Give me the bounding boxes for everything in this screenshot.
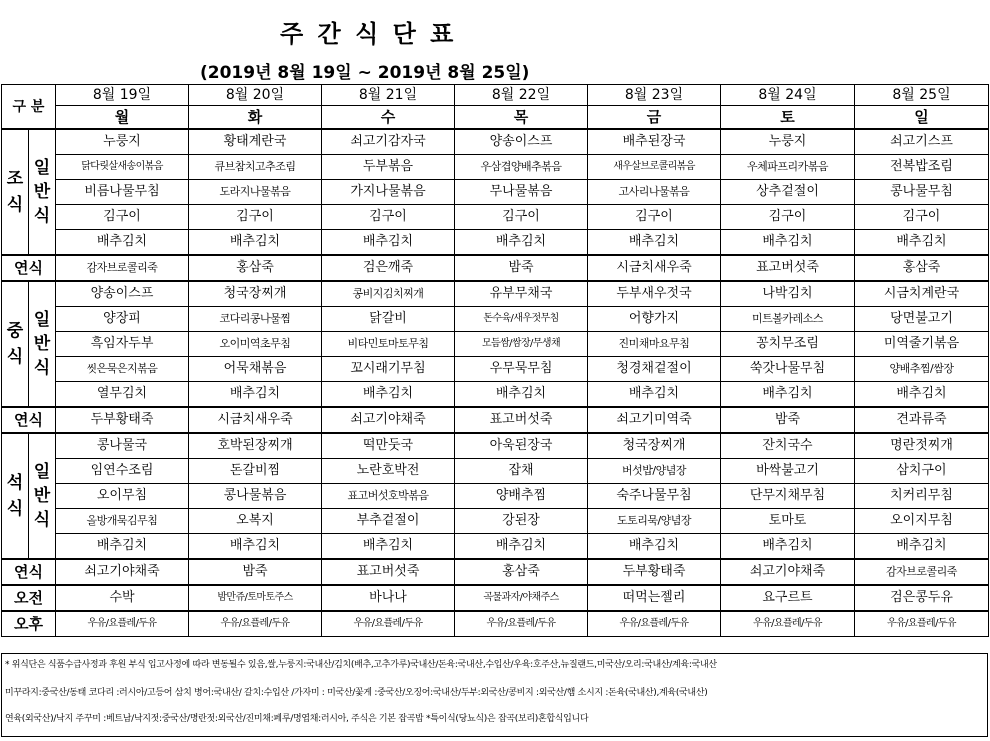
menu-item: 우무묵무침 bbox=[455, 357, 588, 382]
soft-item: 밤죽 bbox=[455, 255, 588, 281]
snack-item: 요구르트 bbox=[721, 585, 855, 611]
menu-item: 두부새우젓국 bbox=[588, 281, 721, 307]
snack-item: 우유/요플레/두유 bbox=[322, 611, 455, 637]
menu-item: 부추겉절이 bbox=[322, 509, 455, 534]
menu-period: (2019년 8월 19일 ~ 2019년 8월 25일) bbox=[200, 63, 530, 83]
menu-item: 배추김치 bbox=[322, 534, 455, 560]
dinner-soft-row bbox=[2, 559, 989, 585]
menu-item: 삼치구이 bbox=[855, 459, 989, 484]
lunch-soft-label: 연식 bbox=[2, 407, 56, 433]
menu-item: 배추김치 bbox=[855, 534, 989, 560]
day-cell: 일 bbox=[855, 106, 989, 130]
menu-item: 김구이 bbox=[855, 205, 989, 230]
snack-item: 우유/요플레/두유 bbox=[855, 611, 989, 637]
breakfast-soft-label: 연식 bbox=[2, 255, 56, 281]
menu-item: 큐브참치고추조림 bbox=[189, 155, 322, 180]
menu-item: 씻은묵은지볶음 bbox=[56, 357, 189, 382]
soft-item: 두부황태죽 bbox=[588, 559, 721, 585]
lunch-soft-row bbox=[2, 407, 989, 433]
menu-item: 무나물볶음 bbox=[455, 180, 588, 205]
menu-item: 쇠고기스프 bbox=[855, 129, 989, 155]
menu-item: 돈수육/새우젓무침 bbox=[455, 307, 588, 332]
date-cell: 8월 22일 bbox=[455, 85, 588, 106]
menu-item: 오이무침 bbox=[56, 484, 189, 509]
snack-item: 우유/요플레/두유 bbox=[588, 611, 721, 637]
menu-item: 닭갈비 bbox=[322, 307, 455, 332]
menu-item: 흑임자두부 bbox=[56, 332, 189, 357]
menu-item: 모듬쌈/쌈장/무생채 bbox=[455, 332, 588, 357]
snack-item: 수박 bbox=[56, 585, 189, 611]
menu-item: 비타민토마토무침 bbox=[322, 332, 455, 357]
breakfast-soft-row bbox=[2, 255, 989, 281]
menu-item: 우삼겹양배추볶음 bbox=[455, 155, 588, 180]
menu-item: 배추김치 bbox=[189, 382, 322, 408]
snack-item: 밤만쥬/토마토주스 bbox=[189, 585, 322, 611]
snack-item: 우유/요플레/두유 bbox=[721, 611, 855, 637]
menu-item: 표고버섯호박볶음 bbox=[322, 484, 455, 509]
breakfast-row bbox=[2, 155, 989, 180]
menu-item: 김구이 bbox=[322, 205, 455, 230]
day-cell: 수 bbox=[322, 106, 455, 130]
menu-item: 우체파프리카볶음 bbox=[721, 155, 855, 180]
menu-item: 배추된장국 bbox=[588, 129, 721, 155]
date-row bbox=[2, 85, 989, 106]
date-cell: 8월 19일 bbox=[56, 85, 189, 106]
menu-item: 양송이스프 bbox=[56, 281, 189, 307]
breakfast-row bbox=[2, 180, 989, 205]
breakfast-row bbox=[2, 205, 989, 230]
snack-item: 검은콩두유 bbox=[855, 585, 989, 611]
snack-item: 우유/요플레/두유 bbox=[56, 611, 189, 637]
soft-item: 감자브로콜리죽 bbox=[56, 255, 189, 281]
afternoon_snack-label: 오후 bbox=[2, 611, 56, 637]
menu-item: 콩나물무침 bbox=[855, 180, 989, 205]
menu-item: 상추겉절이 bbox=[721, 180, 855, 205]
menu-item: 꼬시래기무침 bbox=[322, 357, 455, 382]
menu-item: 단무지채무침 bbox=[721, 484, 855, 509]
dinner-row bbox=[2, 484, 989, 509]
notes-box bbox=[1, 653, 988, 737]
note-line: 미꾸라지:중국산/동태 코다리 :러시아/고등어 삼치 병어:국내산/ 갈치:수입산 /가자미 : 미국산/꽃게 :중국산/오징어:국내산/두부:외국산/콩비지 :외국산/햄 소시지 :돈육(국내산),계육(국내산) bbox=[5, 688, 708, 698]
soft-item: 홍삼죽 bbox=[855, 255, 989, 281]
menu-item: 숙주나물무침 bbox=[588, 484, 721, 509]
menu-item: 비름나물무침 bbox=[56, 180, 189, 205]
snack-item: 우유/요플레/두유 bbox=[189, 611, 322, 637]
menu-item: 양장피 bbox=[56, 307, 189, 332]
soft-item: 표고버섯죽 bbox=[721, 255, 855, 281]
menu-item: 오이지무침 bbox=[855, 509, 989, 534]
lunch-sub-label: 일 반 식 bbox=[29, 281, 56, 407]
dinner-row bbox=[2, 534, 989, 560]
menu-item: 쇠고기감자국 bbox=[322, 129, 455, 155]
menu-item: 배추김치 bbox=[588, 534, 721, 560]
menu-item: 쑥갓나물무침 bbox=[721, 357, 855, 382]
soft-item: 검은깨죽 bbox=[322, 255, 455, 281]
dinner-row bbox=[2, 459, 989, 484]
menu-item: 배추김치 bbox=[721, 534, 855, 560]
menu-item: 오이미역초무침 bbox=[189, 332, 322, 357]
menu-item: 콩비지김치찌개 bbox=[322, 281, 455, 307]
menu-item: 바싹불고기 bbox=[721, 459, 855, 484]
page-title: 주 간 식 단 표 bbox=[280, 20, 456, 48]
menu-item: 배추김치 bbox=[721, 382, 855, 408]
menu-item: 김구이 bbox=[455, 205, 588, 230]
breakfast-sub-label: 일 반 식 bbox=[29, 129, 56, 255]
menu-item: 당면불고기 bbox=[855, 307, 989, 332]
date-cell: 8월 20일 bbox=[189, 85, 322, 106]
lunch-row bbox=[2, 281, 989, 307]
menu-item: 배추김치 bbox=[56, 230, 189, 256]
menu-item: 새우살브로콜리볶음 bbox=[588, 155, 721, 180]
menu-item: 명란젓찌개 bbox=[855, 433, 989, 459]
menu-item: 치커리무침 bbox=[855, 484, 989, 509]
menu-item: 두부볶음 bbox=[322, 155, 455, 180]
morning_snack-label: 오전 bbox=[2, 585, 56, 611]
day-row bbox=[2, 106, 989, 130]
dinner-row bbox=[2, 509, 989, 534]
lunch-row bbox=[2, 357, 989, 382]
menu-item: 배추김치 bbox=[189, 230, 322, 256]
dinner-sub-label: 일 반 식 bbox=[29, 433, 56, 559]
day-cell: 월 bbox=[56, 106, 189, 130]
menu-item: 배추김치 bbox=[588, 382, 721, 408]
menu-item: 배추김치 bbox=[455, 382, 588, 408]
menu-item: 양배추찜/쌈장 bbox=[855, 357, 989, 382]
soft-item: 밤죽 bbox=[721, 407, 855, 433]
breakfast-row bbox=[2, 230, 989, 256]
date-cell: 8월 23일 bbox=[588, 85, 721, 106]
soft-item: 쇠고기야채죽 bbox=[56, 559, 189, 585]
soft-item: 밤죽 bbox=[189, 559, 322, 585]
lunch-row bbox=[2, 307, 989, 332]
lunch-row bbox=[2, 332, 989, 357]
note-line: 연육(외국산)/낙지 주꾸미 :베트남/낙지젓:중국산/명란젓:외국산/진미채:페루/명엽채:러시아, 주식은 기본 잡곡밥 *특이식(당뇨식)은 잡곡(보리)혼합식입니다 bbox=[5, 714, 589, 724]
snack-item: 우유/요플레/두유 bbox=[455, 611, 588, 637]
menu-item: 배추김치 bbox=[855, 230, 989, 256]
menu-item: 김구이 bbox=[721, 205, 855, 230]
menu-item: 진미채마요무침 bbox=[588, 332, 721, 357]
menu-item: 돈갈비찜 bbox=[189, 459, 322, 484]
menu-item: 미역줄기볶음 bbox=[855, 332, 989, 357]
soft-item: 두부황태죽 bbox=[56, 407, 189, 433]
menu-item: 황태계란국 bbox=[189, 129, 322, 155]
menu-item: 열무김치 bbox=[56, 382, 189, 408]
menu-item: 떡만둣국 bbox=[322, 433, 455, 459]
dinner-meal-label: 석 식 bbox=[2, 433, 29, 559]
menu-item: 김구이 bbox=[56, 205, 189, 230]
menu-item: 콩나물볶음 bbox=[189, 484, 322, 509]
morning_snack-row bbox=[2, 585, 989, 611]
soft-item: 표고버섯죽 bbox=[322, 559, 455, 585]
afternoon_snack-row bbox=[2, 611, 989, 637]
menu-item: 잡채 bbox=[455, 459, 588, 484]
soft-item: 표고버섯죽 bbox=[455, 407, 588, 433]
menu-item: 노란호박전 bbox=[322, 459, 455, 484]
menu-item: 강된장 bbox=[455, 509, 588, 534]
date-cell: 8월 21일 bbox=[322, 85, 455, 106]
menu-item: 호박된장찌개 bbox=[189, 433, 322, 459]
soft-item: 시금치새우죽 bbox=[189, 407, 322, 433]
menu-item: 청경채겉절이 bbox=[588, 357, 721, 382]
menu-item: 어묵채볶음 bbox=[189, 357, 322, 382]
menu-item: 미트볼카레소스 bbox=[721, 307, 855, 332]
soft-item: 홍삼죽 bbox=[189, 255, 322, 281]
note-line: * 위식단은 식품수급사정과 후원 부식 입고사정에 따라 변동될수 있음,쌀,누룽지:국내산/김치(배추,고추가루)국내산/돈육:국내산,수입산/우육:호주산,뉴질랜드,미국산/오리:국내산/계육:국내산 bbox=[5, 660, 717, 670]
menu-item: 청국장찌개 bbox=[189, 281, 322, 307]
menu-item: 고사리나물볶음 bbox=[588, 180, 721, 205]
soft-item: 홍삼죽 bbox=[455, 559, 588, 585]
weekly-menu-table bbox=[1, 84, 989, 637]
snack-item: 떠먹는젤리 bbox=[588, 585, 721, 611]
lunch-row bbox=[2, 382, 989, 408]
soft-item: 쇠고기야채죽 bbox=[322, 407, 455, 433]
dinner-row bbox=[2, 433, 989, 459]
menu-item: 배추김치 bbox=[455, 534, 588, 560]
menu-item: 어향가지 bbox=[588, 307, 721, 332]
menu-item: 양송이스프 bbox=[455, 129, 588, 155]
menu-item: 오복지 bbox=[189, 509, 322, 534]
breakfast-row bbox=[2, 129, 989, 155]
menu-item: 도토리묵/양념장 bbox=[588, 509, 721, 534]
date-cell: 8월 25일 bbox=[855, 85, 989, 106]
menu-item: 김구이 bbox=[189, 205, 322, 230]
menu-item: 배추김치 bbox=[588, 230, 721, 256]
menu-item: 올방개묵김무침 bbox=[56, 509, 189, 534]
menu-item: 전복밥조림 bbox=[855, 155, 989, 180]
menu-item: 누룽지 bbox=[721, 129, 855, 155]
dinner-soft-label: 연식 bbox=[2, 559, 56, 585]
day-cell: 금 bbox=[588, 106, 721, 130]
menu-item: 코다리콩나물찜 bbox=[189, 307, 322, 332]
snack-item: 곡물과자/야채주스 bbox=[455, 585, 588, 611]
menu-item: 누룽지 bbox=[56, 129, 189, 155]
soft-item: 시금치새우죽 bbox=[588, 255, 721, 281]
soft-item: 감자브로콜리죽 bbox=[855, 559, 989, 585]
soft-item: 쇠고기야채죽 bbox=[721, 559, 855, 585]
menu-item: 배추김치 bbox=[322, 230, 455, 256]
menu-item: 김구이 bbox=[588, 205, 721, 230]
menu-item: 가지나물볶음 bbox=[322, 180, 455, 205]
menu-item: 나박김치 bbox=[721, 281, 855, 307]
menu-item: 유부무채국 bbox=[455, 281, 588, 307]
menu-item: 시금치계란국 bbox=[855, 281, 989, 307]
menu-item: 아욱된장국 bbox=[455, 433, 588, 459]
menu-item: 배추김치 bbox=[322, 382, 455, 408]
menu-item: 배추김치 bbox=[855, 382, 989, 408]
snack-item: 바나나 bbox=[322, 585, 455, 611]
menu-item: 꽁치무조림 bbox=[721, 332, 855, 357]
menu-item: 토마토 bbox=[721, 509, 855, 534]
menu-item: 양배추찜 bbox=[455, 484, 588, 509]
gubun-header: 구 분 bbox=[2, 85, 56, 130]
day-cell: 토 bbox=[721, 106, 855, 130]
menu-item: 배추김치 bbox=[721, 230, 855, 256]
date-cell: 8월 24일 bbox=[721, 85, 855, 106]
soft-item: 쇠고기미역죽 bbox=[588, 407, 721, 433]
menu-item: 닭다릿살새송이볶음 bbox=[56, 155, 189, 180]
breakfast-meal-label: 조 식 bbox=[2, 129, 29, 255]
menu-item: 배추김치 bbox=[455, 230, 588, 256]
menu-item: 버섯밥/양념장 bbox=[588, 459, 721, 484]
soft-item: 견과류죽 bbox=[855, 407, 989, 433]
menu-item: 임연수조림 bbox=[56, 459, 189, 484]
day-cell: 화 bbox=[189, 106, 322, 130]
menu-item: 잔치국수 bbox=[721, 433, 855, 459]
menu-item: 청국장찌개 bbox=[588, 433, 721, 459]
menu-item: 배추김치 bbox=[56, 534, 189, 560]
menu-item: 콩나물국 bbox=[56, 433, 189, 459]
menu-item: 도라지나물볶음 bbox=[189, 180, 322, 205]
lunch-meal-label: 중 식 bbox=[2, 281, 29, 407]
day-cell: 목 bbox=[455, 106, 588, 130]
menu-item: 배추김치 bbox=[189, 534, 322, 560]
